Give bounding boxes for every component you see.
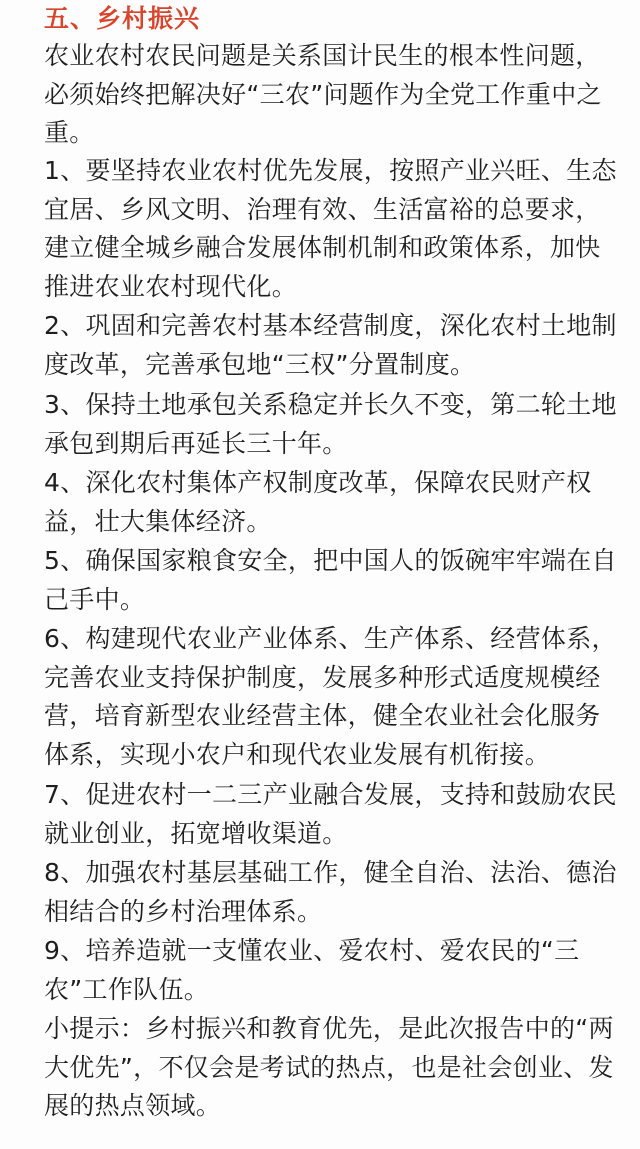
- intro-paragraph: 农业农村农民问题是关系国计民生的根本性问题，必须始终把解决好“三农”问题作为全党工作重中之重。: [44, 41, 602, 147]
- tip-paragraph: 小提示：乡村振兴和教育优先，是此次报告中的“两大优先”，不仅会是考试的热点，也是社会创业、发展的热点领域。: [44, 1014, 614, 1120]
- point-1-paragraph: 1、要坚持农业农村优先发展，按照产业兴旺、生态宜居、乡风文明、治理有效、生活富裕的总要求，建立健全城乡融合发展体制机制和政策体系，加快推进农业农村现代化。: [44, 156, 617, 301]
- point-2-paragraph: 2、巩固和完善农村基本经营制度，深化农村土地制度改革，完善承包地“三权”分置制度。: [44, 311, 617, 379]
- point-7-paragraph: 7、促进农村一二三产业融合发展，支持和鼓励农民就业创业，拓宽增收渠道。: [44, 780, 617, 848]
- point-8-paragraph: 8、加强农村基层基础工作，健全自治、法治、德治相结合的乡村治理体系。: [44, 858, 617, 926]
- point-6-paragraph: 6、构建现代农业产业体系、生产体系、经营体系，完善农业支持保护制度，发展多种形式适度规模经营，培育新型农业经营主体，健全农业社会化服务体系，实现小农户和现代农业发展有机衔接。: [44, 624, 617, 769]
- point-9-paragraph: 9、培养造就一支懂农业、爱农村、爱农民的“三农”工作队伍。: [44, 936, 580, 1004]
- point-3-paragraph: 3、保持土地承包关系稳定并长久不变，第二轮土地承包到期后再延长三十年。: [44, 390, 617, 458]
- point-5-paragraph: 5、确保国家粮食安全，把中国人的饭碗牢牢端在自己手中。: [44, 546, 617, 614]
- point-4-paragraph: 4、深化农村集体产权制度改革，保障农民财产权益，壮大集体经济。: [44, 468, 592, 536]
- section-title: 五、乡村振兴: [44, 4, 201, 33]
